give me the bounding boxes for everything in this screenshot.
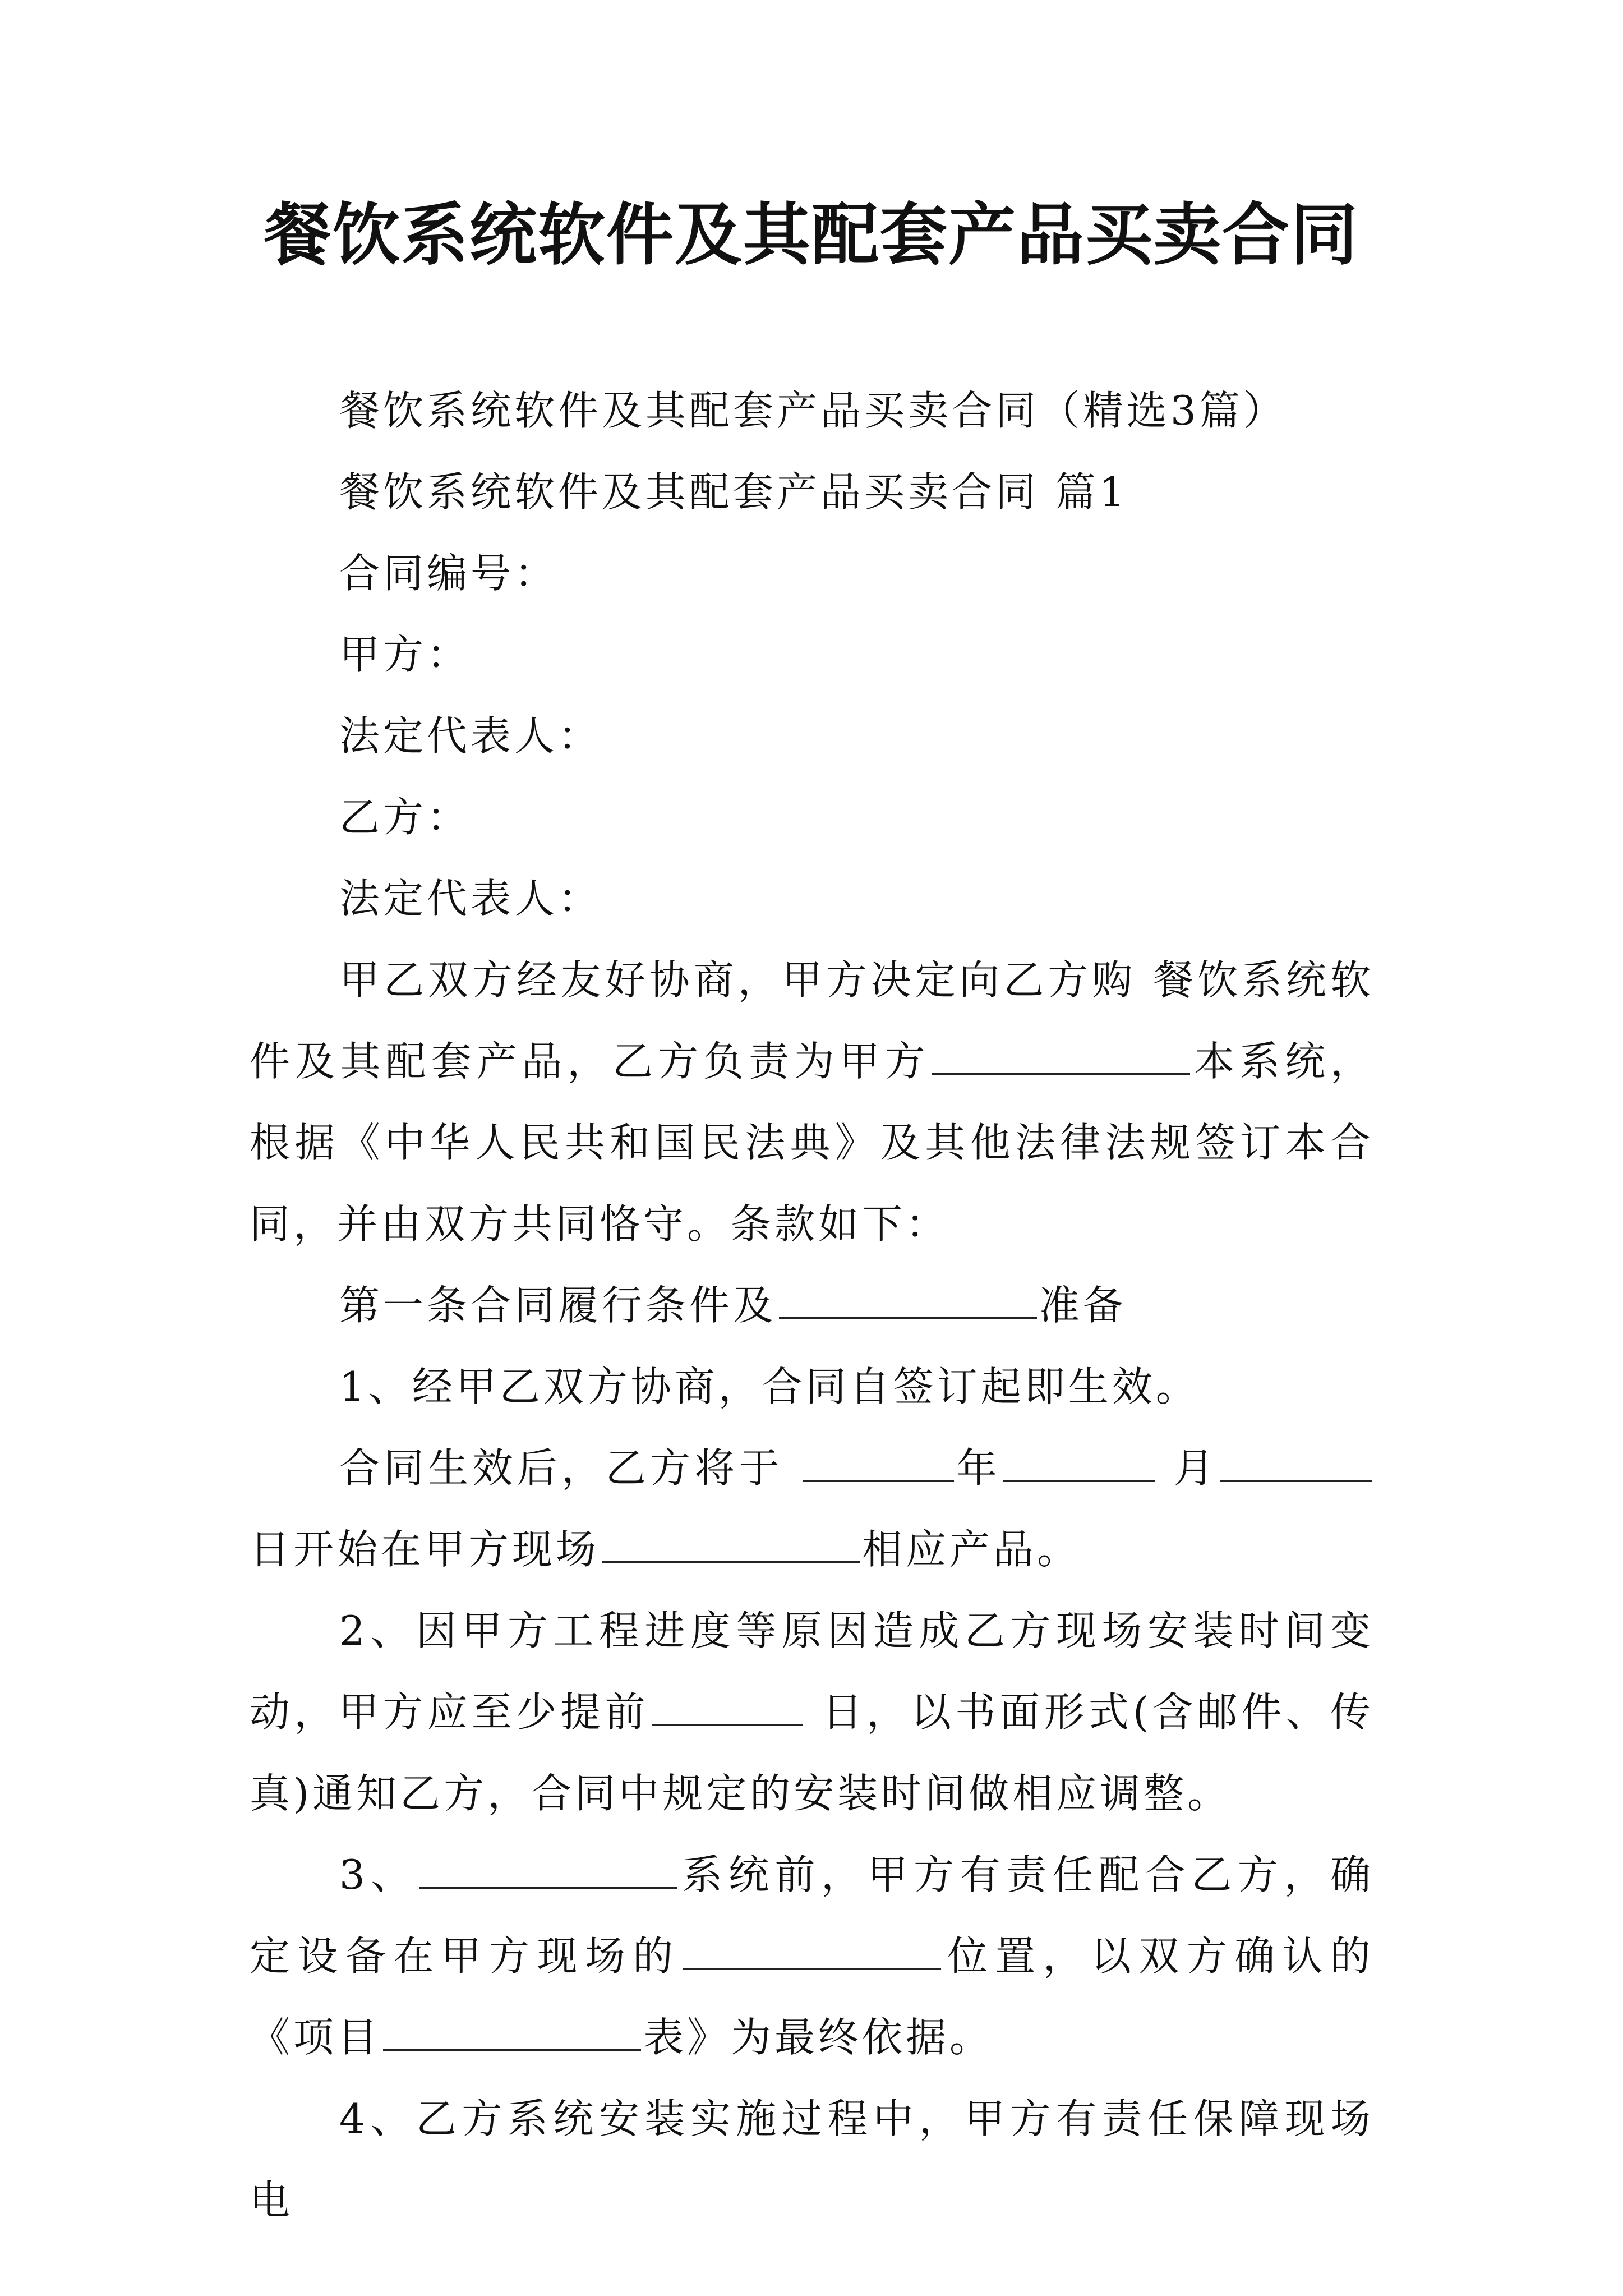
blank-line: [803, 1445, 954, 1482]
item-2-text-a: 2、因甲方工程进度等原因造成乙方现场安装时间变动，甲方应至少提前: [250, 1607, 1374, 1736]
item-3-text-b: 系统前，甲方有责任配合乙方，确定设备在甲方现场的: [250, 1851, 1374, 1980]
item-1-continued: [250, 1428, 1374, 1590]
item-3: [250, 1834, 1374, 2078]
blank-line: [419, 1852, 677, 1889]
blank-line: [932, 1038, 1190, 1075]
article-1-text-a: 第一条合同履行条件及: [339, 1282, 777, 1329]
blank-line: [683, 1933, 941, 1970]
item-1c-text-d: 日开始在甲方现场: [250, 1526, 600, 1573]
item-1c-text-b: 年: [956, 1444, 1001, 1492]
document-title: 餐饮系统软件及其配套产品买卖合同: [264, 196, 1359, 274]
blank-line: [779, 1282, 1037, 1319]
item-3-text-c: 位置，以双方确认的《项目: [250, 1932, 1374, 2061]
blank-line: [1003, 1445, 1155, 1482]
document-body: [250, 370, 1374, 2241]
article-1-text-b: 准备: [1039, 1282, 1127, 1329]
item-3-text-a: 3、: [339, 1851, 417, 1898]
item-4: 4、乙方系统安装实施过程中，甲方有责任保障现场电: [250, 2095, 1374, 2224]
item-1c-text-e: 相应产品。: [862, 1526, 1081, 1573]
blank-line: [602, 1526, 860, 1563]
section-heading: 餐饮系统软件及其配套产品买卖合同 篇1: [339, 468, 1128, 516]
item-2: [250, 1590, 1374, 1834]
item-2-text-b: 日，以书面形式(含邮件、传真)通知乙方，合同中规定的安装时间做相应调整。: [250, 1688, 1374, 1817]
party-b-representative-field: 法定代表人：: [339, 875, 602, 922]
intro-paragraph: [250, 940, 1374, 1265]
blank-line: [652, 1689, 803, 1726]
blank-line: [1220, 1445, 1372, 1482]
blank-line: [383, 2014, 641, 2051]
item-1c-text-c: 月: [1156, 1444, 1218, 1492]
party-a-field: 甲方：: [339, 631, 471, 678]
item-1: 1、经甲乙双方协商，合同自签订起即生效。: [339, 1363, 1200, 1410]
item-1c-text-a: 合同生效后，乙方将于: [339, 1444, 800, 1492]
intro-text-1: 甲乙双方经友好协商，甲方决定向乙方购 餐饮系统软件及其配套产品，乙方负责为甲方: [250, 956, 1374, 1085]
article-1-heading: [250, 1265, 1374, 1346]
intro-text-2: 本系统，根据《中华人民共和国民法典》及其他法律法规签订本合同，并由双方共同恪守。条款如下：: [250, 1038, 1374, 1248]
item-3-text-d: 表》为最终依据。: [643, 2014, 994, 2061]
party-b-field: 乙方：: [339, 794, 471, 841]
party-a-representative-field: 法定代表人：: [339, 712, 602, 760]
subtitle-line: 餐饮系统软件及其配套产品买卖合同（精选3篇）: [339, 387, 1287, 434]
contract-number-field: 合同编号：: [339, 550, 559, 597]
